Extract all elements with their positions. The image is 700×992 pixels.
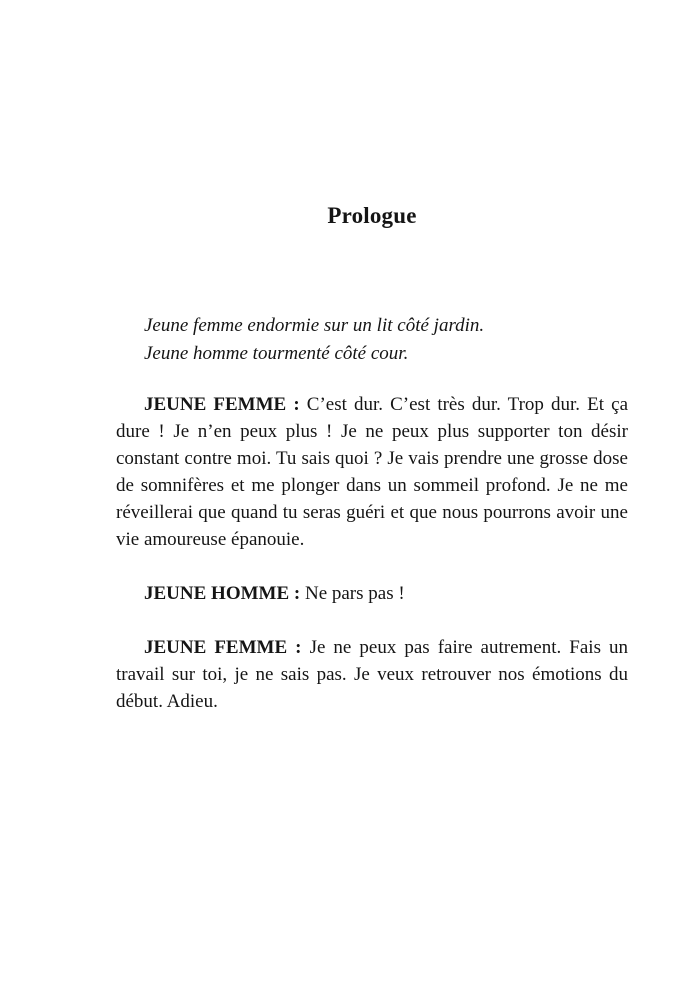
dialogue-section (116, 391, 628, 742)
speaker-name: JEUNE HOMME : (144, 583, 301, 604)
stage-direction-line: Jeune homme tourmenté côté cour. (144, 343, 409, 364)
dialogue-paragraph (116, 580, 628, 607)
dialogue-text: C’est dur. C’est très dur. Trop dur. Et ça dure ! Je n’en peux plus ! Je ne peux plus supporter ton désir constant contre moi. Tu sais quoi ? Je vais prendre une grosse dose de somnifères et me plonger dans un sommeil profond. Je ne me réveillerai que quand tu seras guéri et que nous pourrons avoir une vie amoureuse épanouie. (116, 394, 629, 550)
stage-directions (116, 312, 628, 368)
dialogue-text: Je ne peux pas faire autrement. Fais un travail sur toi, je ne sais pas. Je veux retrouver nos émotions du début. Adieu. (116, 637, 629, 712)
dialogue-paragraph (116, 634, 628, 715)
speaker-name: JEUNE FEMME : (144, 394, 300, 415)
dialogue-paragraph (116, 391, 628, 553)
speaker-name: JEUNE FEMME : (144, 637, 302, 658)
stage-direction-line: Jeune femme endormie sur un lit côté jardin. (144, 315, 485, 336)
page-title: Prologue (327, 203, 417, 228)
dialogue-text: Ne pars pas ! (304, 583, 405, 604)
